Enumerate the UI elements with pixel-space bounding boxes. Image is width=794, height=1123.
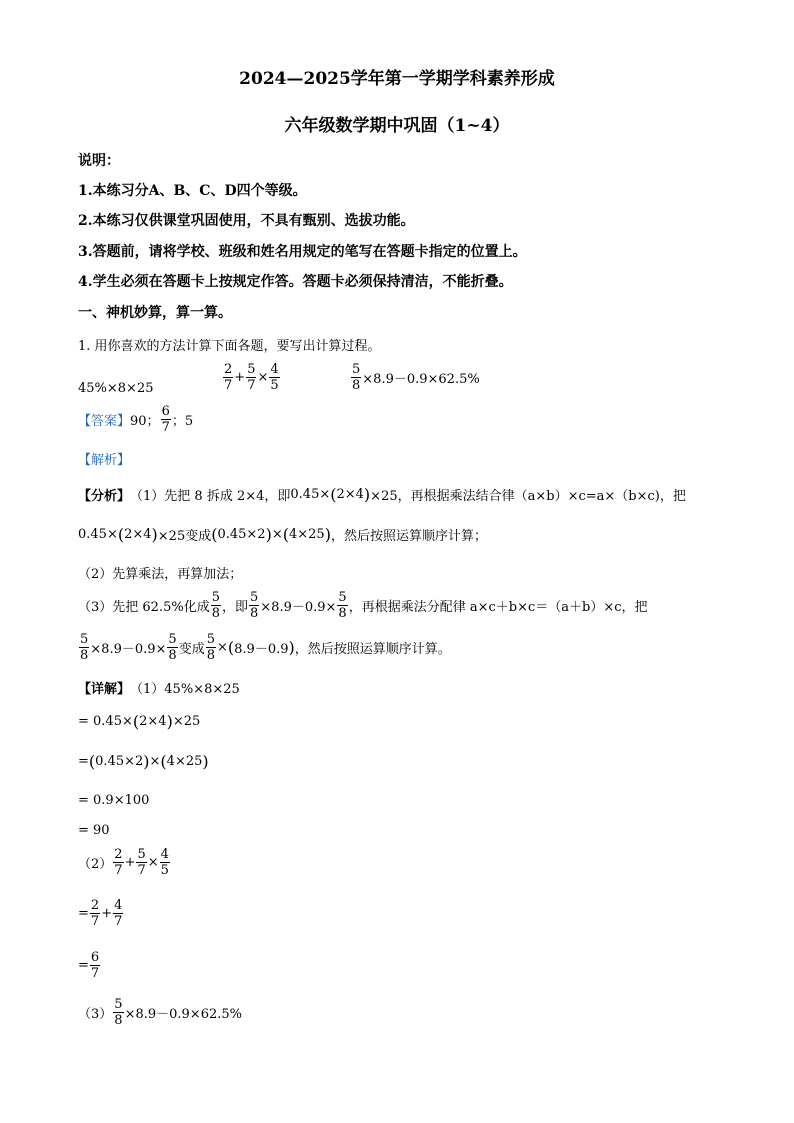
instruction-item: 3.答题前，请将学校、班级和姓名用规定的笔写在答题卡指定的位置上。	[78, 244, 527, 260]
fraction: $\frac{5}{8}$	[80, 632, 89, 663]
fraction: $\frac{2}{7}$	[224, 362, 233, 393]
detail-line: 【详解】 （1）45%×8×25	[78, 682, 240, 697]
step-line: = 0.45× ( 2×4 ) ×25	[78, 712, 201, 731]
analysis-line-1: 【分析】 （1）先把 8 拆成 2×4，即 0.45× ( 2×4 ) ×25，再根据乘法结合律（a×b）×c=a×（b×c)，把	[78, 485, 686, 504]
title-line-1: 2024—2025学年第一学期学科素养形成	[239, 69, 555, 89]
fraction: $\frac{2}{7}$	[90, 898, 100, 929]
answer-line: 【答案】 90； $\frac{6}{7}$ ；5	[78, 404, 194, 435]
expr-b: $\frac{2}{7}$ + $\frac{5}{7}$ × $\frac{4}{5}$	[224, 362, 279, 393]
fraction: $\frac{5}{8}$	[114, 997, 123, 1028]
step-line: = 90	[78, 823, 110, 838]
fraction: $\frac{4}{5}$	[270, 362, 279, 393]
answer-label: 【答案】	[78, 414, 131, 429]
fraction: $\frac{2}{7}$	[114, 847, 123, 878]
instruction-item: 2.本练习仅供课堂巩固使用，不具有甄别、选拔功能。	[78, 213, 415, 229]
fraction: $\frac{5}{8}$	[338, 590, 347, 621]
step-line: = ( 0.45×2 ) × ( 4×25 )	[78, 752, 209, 771]
instruction-item: 1.本练习分A、B、C、D四个等级。	[78, 183, 307, 199]
step-line: = $\frac{6}{7}$	[78, 950, 100, 981]
analysis-line-3: （2）先算乘法，再算加法；	[78, 567, 243, 582]
instructions-heading: 说明：	[78, 153, 120, 169]
fraction: $\frac{6}{7}$	[90, 950, 100, 981]
title-line-2: 六年级数学期中巩固（1~4）	[284, 116, 510, 136]
fraction: $\frac{5}{8}$	[211, 590, 220, 621]
fraction: $\frac{5}{8}$	[250, 590, 259, 621]
section-heading: 一、神机妙算，算一算。	[78, 305, 232, 321]
expr-c: $\frac{5}{8}$ ×8.9－0.9×62.5%	[352, 362, 480, 393]
detail-2-line: （2） $\frac{2}{7}$ + $\frac{5}{7}$ × $\frac{4}{5}$	[78, 847, 169, 878]
fraction: $\frac{5}{8}$	[352, 362, 361, 393]
fraction: $\frac{5}{7}$	[247, 362, 256, 393]
fraction: $\frac{5}{8}$	[168, 632, 177, 663]
analysis-label: 【解析】	[78, 453, 131, 468]
expr-a: 45%×8×25	[78, 381, 154, 396]
step-line: = $\frac{2}{7}$ + $\frac{4}{7}$	[78, 898, 123, 929]
analysis-line-4: （3）先把 62.5%化成 $\frac{5}{8}$ ，即 $\frac{5}{8}$ ×8.9－0.9× $\frac{5}{8}$ ，再根据乘法分配律 a×c＋b×c＝（a＋b）×c，把	[78, 590, 648, 621]
detail-3-line: （3） $\frac{5}{8}$ ×8.9－0.9×62.5%	[78, 997, 242, 1028]
step-line: = 0.9×100	[78, 793, 150, 808]
fraction: $\frac{5}{8}$	[206, 632, 215, 663]
fraction: $\frac{5}{7}$	[137, 847, 146, 878]
instruction-item: 4.学生必须在答题卡上按规定作答。答题卡必须保持清洁，不能折叠。	[78, 274, 513, 290]
fraction: $\frac{6}{7}$	[161, 404, 170, 435]
analysis-line-5: $\frac{5}{8}$ ×8.9－0.9× $\frac{5}{8}$ 变成 $\frac{5}{8}$ × ( 8.9－0.9 ) ，然后按照运算顺序计算。	[80, 632, 451, 663]
fraction: $\frac{4}{7}$	[114, 898, 123, 929]
analysis-line-2: 0.45× ( 2×4 ) ×25变成 ( 0.45×2 ) × ( 4×25 ) ，然后按照运算顺序计算；	[78, 525, 487, 544]
question-text: 1. 用你喜欢的方法计算下面各题，要写出计算过程。	[78, 339, 381, 354]
fraction: $\frac{4}{5}$	[160, 847, 169, 878]
